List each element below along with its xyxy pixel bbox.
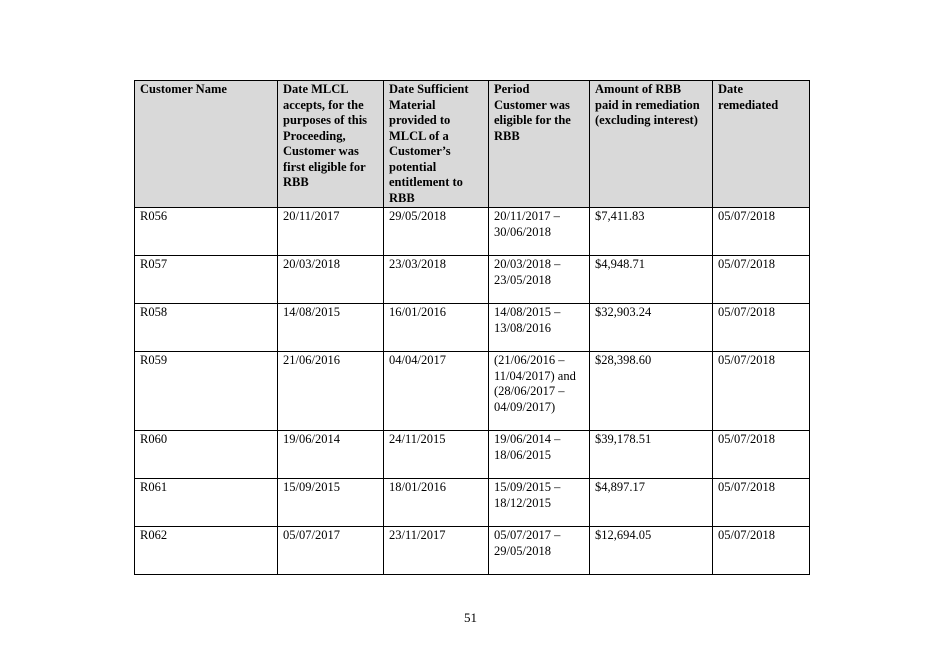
cell-date-remediated: 05/07/2018 xyxy=(713,256,810,304)
cell-sufficient-material-date: 18/01/2016 xyxy=(384,479,489,527)
cell-first-eligible-date: 20/03/2018 xyxy=(278,256,384,304)
table-row xyxy=(135,208,810,256)
cell-customer-name: R057 xyxy=(135,256,278,304)
cell-sufficient-material-date: 24/11/2015 xyxy=(384,431,489,479)
header-eligibility-period: Period Customer was eligible for the RBB xyxy=(489,81,590,208)
cell-date-remediated: 05/07/2018 xyxy=(713,527,810,575)
table-row xyxy=(135,479,810,527)
cell-first-eligible-date: 14/08/2015 xyxy=(278,304,384,352)
cell-customer-name: R058 xyxy=(135,304,278,352)
cell-eligibility-period: 14/08/2015 – 13/08/2016 xyxy=(489,304,590,352)
cell-amount-paid: $28,398.60 xyxy=(590,352,713,431)
table-row xyxy=(135,527,810,575)
page-number: 51 xyxy=(464,610,477,625)
cell-eligibility-period: 05/07/2017 – 29/05/2018 xyxy=(489,527,590,575)
cell-sufficient-material-date: 16/01/2016 xyxy=(384,304,489,352)
cell-customer-name: R059 xyxy=(135,352,278,431)
cell-amount-paid: $32,903.24 xyxy=(590,304,713,352)
table-row xyxy=(135,431,810,479)
remediation-table xyxy=(134,80,810,575)
table-header-row xyxy=(135,81,810,208)
cell-customer-name: R060 xyxy=(135,431,278,479)
header-amount-paid: Amount of RBB paid in remediation (excluding interest) xyxy=(590,81,713,208)
cell-eligibility-period: 20/11/2017 – 30/06/2018 xyxy=(489,208,590,256)
cell-eligibility-period: (21/06/2016 – 11/04/2017) and (28/06/2017 – 04/09/2017) xyxy=(489,352,590,431)
cell-customer-name: R056 xyxy=(135,208,278,256)
cell-sufficient-material-date: 23/11/2017 xyxy=(384,527,489,575)
cell-customer-name: R062 xyxy=(135,527,278,575)
cell-amount-paid: $4,897.17 xyxy=(590,479,713,527)
cell-amount-paid: $7,411.83 xyxy=(590,208,713,256)
cell-date-remediated: 05/07/2018 xyxy=(713,479,810,527)
cell-eligibility-period: 15/09/2015 – 18/12/2015 xyxy=(489,479,590,527)
cell-eligibility-period: 20/03/2018 – 23/05/2018 xyxy=(489,256,590,304)
cell-date-remediated: 05/07/2018 xyxy=(713,208,810,256)
cell-first-eligible-date: 21/06/2016 xyxy=(278,352,384,431)
header-first-eligible-date: Date MLCL accepts, for the purposes of this Proceeding, Customer was first eligible for RBB xyxy=(278,81,384,208)
header-customer-name: Customer Name xyxy=(135,81,278,208)
cell-first-eligible-date: 19/06/2014 xyxy=(278,431,384,479)
cell-eligibility-period: 19/06/2014 – 18/06/2015 xyxy=(489,431,590,479)
cell-first-eligible-date: 15/09/2015 xyxy=(278,479,384,527)
cell-date-remediated: 05/07/2018 xyxy=(713,352,810,431)
table-row xyxy=(135,304,810,352)
cell-amount-paid: $12,694.05 xyxy=(590,527,713,575)
table-row xyxy=(135,352,810,431)
cell-sufficient-material-date: 23/03/2018 xyxy=(384,256,489,304)
cell-amount-paid: $4,948.71 xyxy=(590,256,713,304)
header-sufficient-material-date: Date Sufficient Material provided to MLCL of a Customer’s potential entitlement to RBB xyxy=(384,81,489,208)
cell-first-eligible-date: 05/07/2017 xyxy=(278,527,384,575)
cell-first-eligible-date: 20/11/2017 xyxy=(278,208,384,256)
cell-date-remediated: 05/07/2018 xyxy=(713,304,810,352)
table-row xyxy=(135,256,810,304)
cell-sufficient-material-date: 29/05/2018 xyxy=(384,208,489,256)
cell-sufficient-material-date: 04/04/2017 xyxy=(384,352,489,431)
cell-date-remediated: 05/07/2018 xyxy=(713,431,810,479)
header-date-remediated: Date remediated xyxy=(713,81,810,208)
cell-amount-paid: $39,178.51 xyxy=(590,431,713,479)
cell-customer-name: R061 xyxy=(135,479,278,527)
